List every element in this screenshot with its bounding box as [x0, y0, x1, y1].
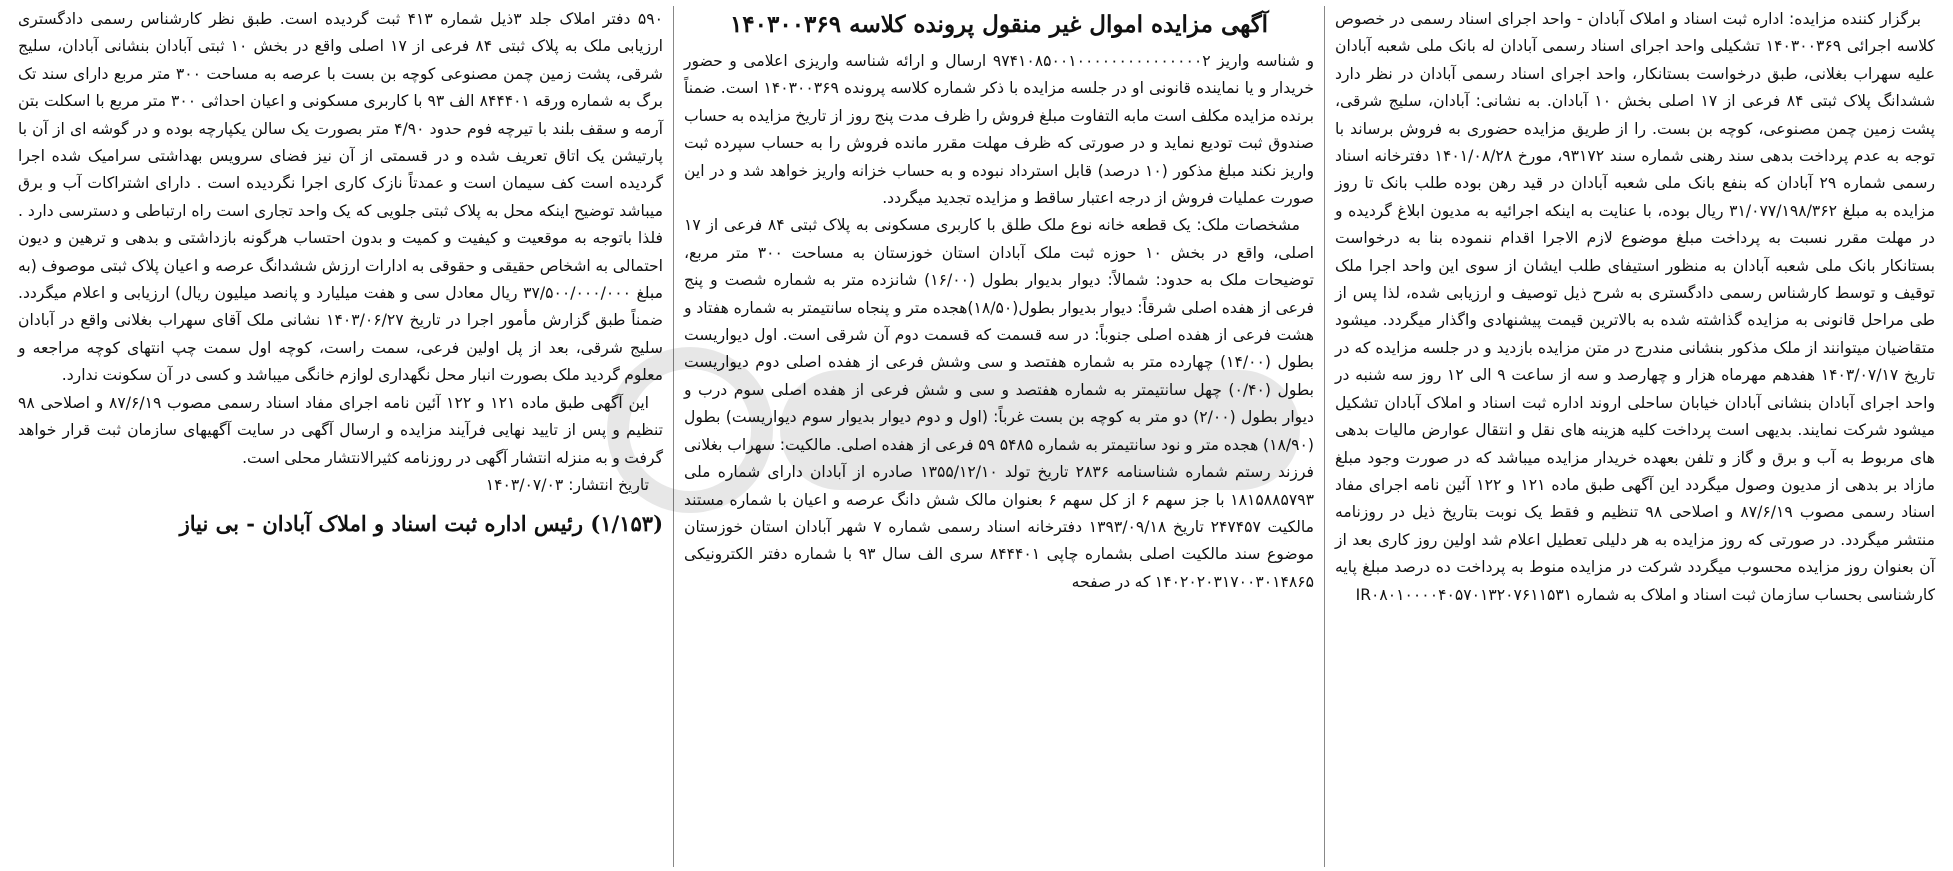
- left-column: [8, 6, 673, 867]
- middle-column-paragraph-2: مشخصات ملک: یک قطعه خانه نوع ملک طلق با کاربری مسکونی به پلاک ثبتی ۸۴ فرعی از ۱۷ اصلی، واقع در بخش ۱۰ حوزه ثبت ملک آبادان استان خوزستان به مساحت ۳۰۰ متر مربع، توضیحات ملک به حدود: شمالاً: دیوار بدیوار بطول (۱۶/۰۰) شانزده متر به شماره شصت و پنج فرعی از هفده اصلی شرقاً: دیوار بدیوار بطول(۱۸/۵۰)هجده متر و پنجاه سانتیمتر به شماره هفتاد و هشت فرعی از هفده اصلی جنوباً: در سه قسمت که قسمت دوم آن شرقی است. اول دیواریست بطول (۱۴/۰۰) چهارده متر به شماره هفتصد و سی وشش فرعی از هفده اصلی دوم دیواریست بطول (۰/۴۰) چهل سانتیمتر به شماره هفتصد و سی و شش فرعی از هفده اصلی سوم درب و دیوار بطول (۲/۰۰) دو متر به کوچه بن بست غرباً: (اول و دوم دیوار بدیوار سوم دیواریست) بطول (۱۸/۹۰) هجده متر و نود سانتیمتر به شماره ۵۴۸۵ ۵۹ فرعی از هفده اصلی. مالکیت: سهراب بغلانی فرزند رستم شماره شناسنامه ۲۸۳۶ تاریخ تولد ۱۳۵۵/۱۲/۱۰ صادره از آبادان دارای شماره ملی ۱۸۱۵۸۸۵۷۹۳ با جز سهم ۶ از کل سهم ۶ بعنوان مالک شش دانگ عرصه و اعیان با شماره مستند مالکیت ۲۴۷۴۵۷ تاریخ ۱۳۹۳/۰۹/۱۸ دفترخانه اسناد رسمی شماره ۷ شهر آبادان استان خوزستان موضوع سند مالکیت اصلی بشماره چاپی ۸۴۴۴۰۱ سری الف سال ۹۳ با شماره دفتر الکترونیکی ۱۴۰۲۰۲۰۳۱۷۰۰۳۰۱۴۸۶۵ که در صفحه: [684, 216, 1315, 591]
- left-column-paragraph-1: ۵۹۰ دفتر املاک جلد ۳ذیل شماره ۴۱۳ ثبت گردیده است. طبق نظر کارشناس رسمی دادگستری ارزیابی ملک به پلاک ثبتی ۸۴ فرعی از ۱۷ اصلی واقع در بخش ۱۰ ثبتی آبادان بنشانی آبادان، سلیج شرقی، پشت زمین چمن مصنوعی کوچه بن بست با عرصه به مساحت ۳۰۰ متر مربع دارای سند تک برگ به شماره ورقه ۸۴۴۴۰۱ الف ۹۳ با کاربری مسکونی و اعیان احداثی ۳۰۰ متر مربع با اسکلت بتن آرمه و سقف بلند با تیرچه فوم حدود ۴/۹۰ متر بصورت یک سالن یکپارچه بوده و در گوشه ای از آن با پارتیشن یک اتاق تعریف شده و در قسمتی از آن نیز فضای سرویس بهداشتی سرامیک شده اجرا گردیده است کف سیمان است و عمدتاً نازک کاری اجرا نگردیده است . دارای اشتراکات آب و برق میباشد توضیح اینکه محل به پلاک ثبتی جلویی که یک واحد تجاری است راه ارتباطی و دسترسی دارد . فلذا باتوجه به موقعیت و کیفیت و کمیت و بدون احتساب هرگونه بازداشتی و بدهی و ترهین و دیون احتمالی به اشخاص حقیقی و حقوقی به ادارات ارزش ششدانگ عرصه و اعیان پلاک ثبتی موصوف (به مبلغ ۳۷/۵۰۰/۰۰۰/۰۰۰ ریال معادل سی و هفت میلیارد و پانصد میلیون ریال) ارزیابی و اعلام میگردد. ضمناً طبق گزارش مأمور اجرا در تاریخ ۱۴۰۳/۰۶/۲۷ نشانی ملک آقای سهراب بغلانی واقع در آبادان سلیج شرقی، بعد از پل اولین فرعی، سمت راست، کوچه اول سمت چپ انتهای کوچه مراجعه و معلوم گردید ملک بصورت انبار محل نگهداری لوازم خانگی میباشد و کسی در آن سکونت ندارد.: [18, 10, 664, 385]
- notice-headline: آگهی مزایده اموال غیر منقول پرونده کلاسه ۱۴۰۳۰۰۳۶۹: [729, 11, 1269, 38]
- signature-line: (۱/۱۵۳) رئیس اداره ثبت اسناد و املاک آبادان - بی نیاز: [179, 511, 663, 537]
- publish-date: تاریخ انتشار: ۱۴۰۳/۰۷/۰۳: [485, 475, 649, 494]
- middle-column-paragraph-1: و شناسه واریز ۹۷۴۱۰۸۵۰۰۱۰۰۰۰۰۰۰۰۰۰۰۰۰۰۰۲ ارسال و ارائه شناسه واریزی اعلامی و حضور خریدار و یا نماینده قانونی او در جلسه مزایده با ذکر شماره کلاسه پرونده ۱۴۰۳۰۰۳۶۹ است. ضمناً برنده مزایده مکلف است مابه التفاوت مبلغ فروش را ظرف مدت پنج روز از تاریخ مزایده به حساب صندوق ثبت تودیع نماید و در صورتی که ظرف مهلت مقرر مانده فروش را به حساب سپرده ثبت واریز نکند مبلغ مذکور (۱۰ درصد) قابل استرداد نبوده و به حساب خزانه واریز خواهد شد و در این صورت عملیات فروش از درجه اعتبار ساقط و مزایده تجدید میگردد.: [684, 52, 1315, 208]
- middle-column: [673, 6, 1325, 867]
- left-column-paragraph-2: این آگهی طبق ماده ۱۲۱ و ۱۲۲ آئین نامه اجرای مفاد اسناد رسمی مصوب ۸۷/۶/۱۹ و اصلاحی ۹۸ تنظیم و پس از تایید نهایی فرآیند مزایده و ارسال آگهی در سایت آگهیهای سازمان ثبت قرار خواهد گرفت و به منزله انتشار آگهی در روزنامه کثیرالانتشار محلی است.: [18, 393, 663, 467]
- right-column-paragraph: برگزار کننده مزایده: اداره ثبت اسناد و املاک آبادان - واحد اجرای اسناد رسمی در خصوص کلاسه اجرائی ۱۴۰۳۰۰۳۶۹ تشکیلی واحد اجرای اسناد رسمی آبادان له بانک ملی شعبه آبادان علیه سهراب بغلانی، طبق درخواست بستانکار، واحد اجرای اسناد رسمی آبادان در نظر دارد ششدانگ پلاک ثبتی ۸۴ فرعی از ۱۷ اصلی بخش ۱۰ آبادان. به نشانی: آبادان، سلیج شرقی، پشت زمین چمن مصنوعی، کوچه بن بست. را از طریق مزایده حضوری به فروش برساند با توجه به عدم پرداخت بدهی سند رهنی شماره سند ۹۳۱۷۲، مورخ ۱۴۰۱/۰۸/۲۸ دفترخانه اسناد رسمی شماره ۲۹ آبادان که بنفع بانک ملی شعبه آبادان در قید رهن بوده طلب بانک تا روز مزایده به مبلغ ۳۱/۰۷۷/۱۹۸/۳۶۲ ریال بوده، با عنایت به اینکه اجرائیه به مدیون ابلاغ گردیده و در مهلت مقرر نسبت به پرداخت مبلغ موضوع لازم الاجرا اقدام ننموده بنا به درخواست بستانکار بانک ملی شعبه آبادان به منظور استیفای طلب ایشان از سوی این واحد اجرا ملک توقیف و توسط کارشناس رسمی دادگستری به شرح ذیل توصیف و ارزیابی شده، لذا پس از طی مراحل قانونی به مزایده گذاشته شده به بالاترین قیمت پیشنهادی واگذار میگردد. میشود متقاضیان میتوانند از ملک مذکور بنشانی مندرج در متن مزایده بازدید و در جلسه مزایده که در تاریخ ۱۴۰۳/۰۷/۱۷ هفدهم مهرماه هزار و چهارصد و سه از ساعت ۹ الی ۱۲ روز سه شنبه در واحد اجرای آبادان بنشانی آبادان خیابان ساحلی اروند اداره ثبت اسناد و املاک آبادان تشکیل میشود شرکت نمایند. بدیهی است پرداخت کلیه هزینه های نقل و انتقال عوارض مالیات بدهی های مربوط به آب و برق و گاز و تلفن بعهده خریدار مزایده میباشد که در صورت وجود مبلغ مازاد بر بدهی از مدیون وصول میگردد این آگهی طبق ماده ۱۲۱ و ۱۲۲ آئین نامه اجرای مفاد اسناد رسمی مصوب ۸۷/۶/۱۹ و اصلاحی ۹۸ تنظیم و فقط یک نوبت بتاریخ ذیل در روزنامه منتشر میگردد. در صورتی که روز مزایده به هر دلیلی تعطیل اعلام شد اولین روز کاری بعد از آن بعنوان روز مزایده محسوب میگردد شرکت در مزایده منوط به پرداخت ده درصد مبلغ پایه کارشناسی بحساب سازمان ثبت اسناد و املاک به شماره IR۰۸۰۱۰۰۰۰۴۰۵۷۰۱۳۲۰۷۶۱۱۵۳۱: [1335, 10, 1936, 604]
- right-column: [1325, 6, 1945, 867]
